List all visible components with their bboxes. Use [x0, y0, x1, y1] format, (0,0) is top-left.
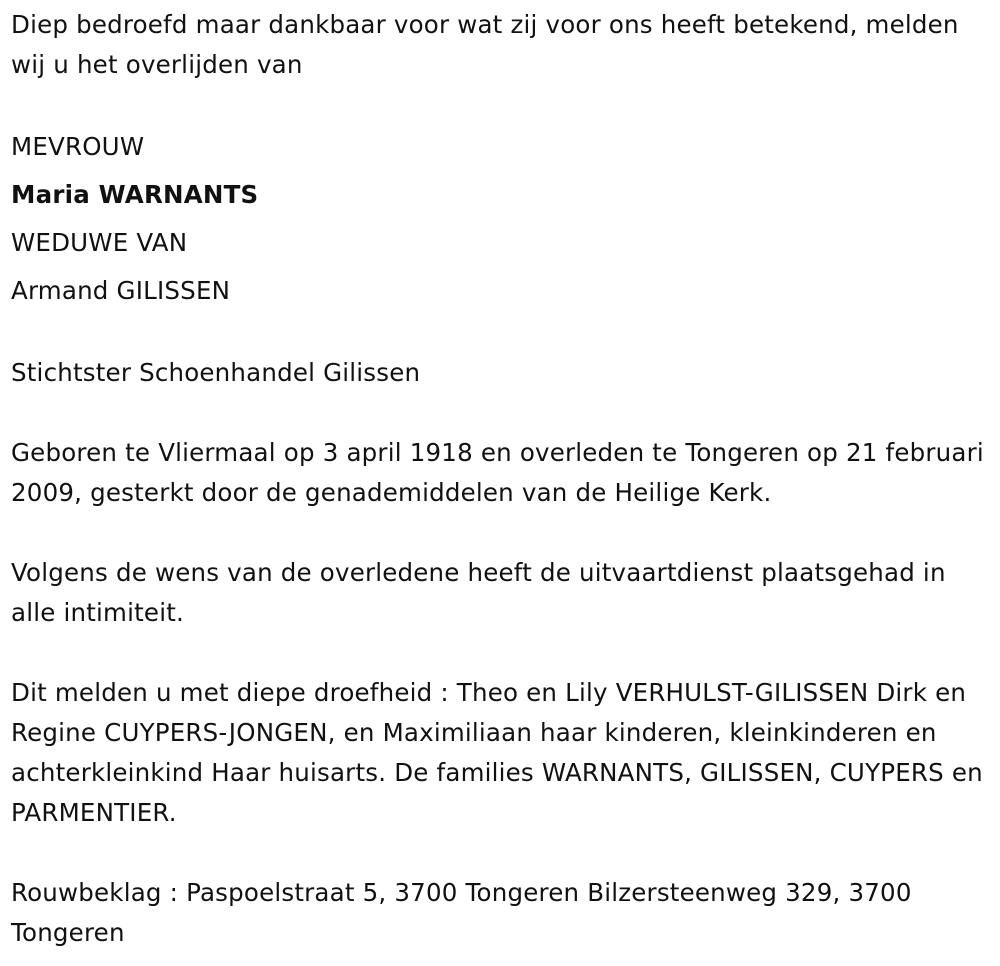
role-paragraph: Stichtster Schoenhandel Gilissen	[11, 358, 421, 387]
deceased-name: Maria WARNANTS	[11, 180, 259, 209]
spacer	[11, 513, 991, 553]
deceased-block	[11, 123, 991, 315]
intro-paragraph: Diep bedroefd maar dankbaar voor wat zij voor ons heeft betekend, melden wij u het overlijden van	[11, 10, 959, 79]
spacer	[11, 85, 991, 125]
obituary-document	[11, 5, 991, 953]
widow-line: WEDUWE VAN	[11, 228, 188, 257]
spouse-name: Armand GILISSEN	[11, 276, 231, 305]
family-paragraph: Dit melden u met diepe droefheid : Theo en Lily VERHULST-GILISSEN Dirk en Regine CUYPERS-JONGEN, en Maximiliaan haar kinderen, kleinkinderen en achterkleinkind Haar huisarts. De families WARNANTS, GILISSEN, CUYPERS en PARMENTIER.	[11, 678, 983, 827]
spacer	[11, 393, 991, 433]
condolences-paragraph: Rouwbeklag : Paspoelstraat 5, 3700 Tongeren Bilzersteenweg 329, 3700 Tongeren	[11, 878, 912, 947]
birth-death-paragraph: Geboren te Vliermaal op 3 april 1918 en overleden te Tongeren op 21 februari 2009, gesterkt door de genademiddelen van de Heilige Kerk.	[11, 438, 984, 507]
spacer	[11, 313, 991, 353]
spacer	[11, 633, 991, 673]
spacer	[11, 833, 991, 873]
funeral-paragraph: Volgens de wens van de overledene heeft de uitvaartdienst plaatsgehad in alle intimiteit.	[11, 558, 946, 627]
title-line: MEVROUW	[11, 132, 145, 161]
